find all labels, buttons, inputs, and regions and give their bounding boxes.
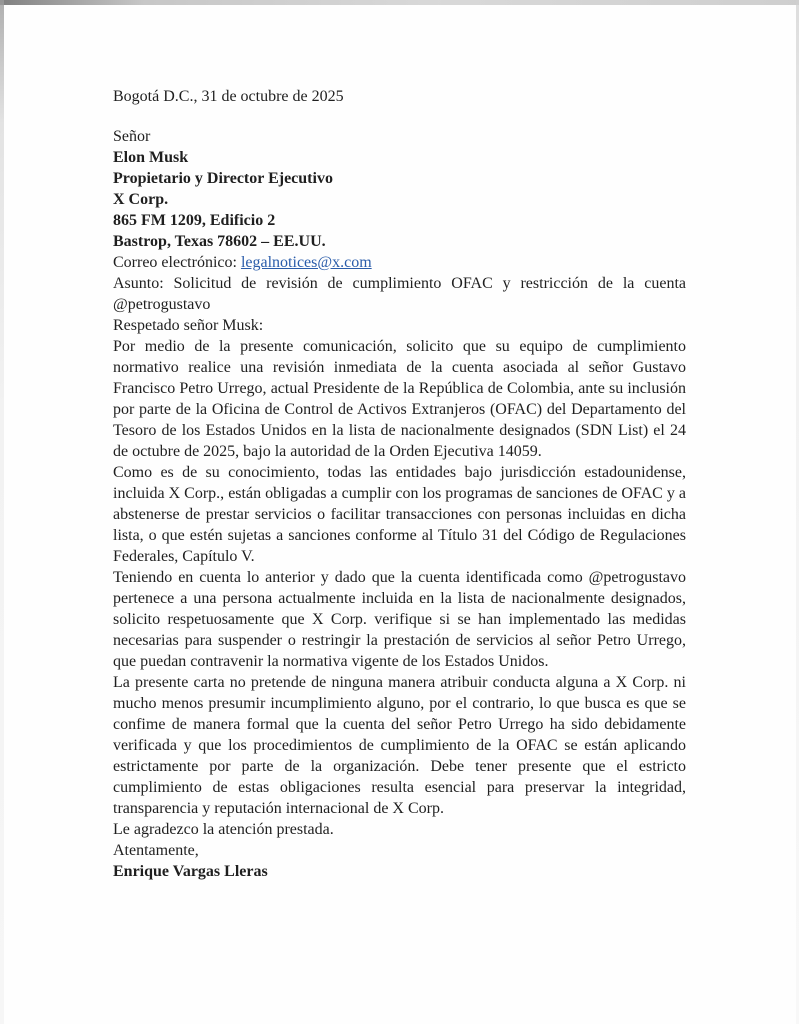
recipient-address-line1: 865 FM 1209, Edificio 2: [113, 212, 276, 229]
closing-salutation: Atentamente,: [113, 842, 199, 859]
recipient-address-line2: Bastrop, Texas 78602 – EE.UU.: [113, 233, 326, 250]
email-label: Correo electrónico:: [113, 254, 241, 271]
scan-edge-left: [0, 0, 4, 1024]
greeting: Respetado señor Musk:: [113, 317, 264, 334]
body-paragraph-4: La presente carta no pretende de ninguna manera atribuir conducta alguna a X Corp. ni mucho menos presumir incumplimiento alguno, por el contrario, lo que busca es que se confime de manera formal que la cuenta del señor Petro Urrego ha sido debidamente verificada y que los procedimientos de cumplimiento de la OFAC se están aplicando estrictamente por parte de la organización. Debe tener presente que el estricto cumplimiento de estas obligaciones resulta esencial para preservar la integridad, transparencia y reputación internacional de X Corp.: [113, 674, 686, 817]
letter-date: Bogotá D.C., 31 de octubre de 2025: [113, 88, 344, 105]
recipient-name: Elon Musk: [113, 149, 189, 166]
letter-content: [113, 86, 686, 882]
recipient-title: Propietario y Director Ejecutivo: [113, 170, 333, 187]
recipient-email-line: [113, 252, 686, 273]
subject-line: Asunto: Solicitud de revisión de cumplimiento OFAC y restricción de la cuenta @petrogustavo: [113, 275, 686, 313]
signature-name: Enrique Vargas Lleras: [113, 863, 268, 880]
scan-edge-top: [0, 0, 799, 5]
recipient-salutation: Señor: [113, 128, 151, 145]
body-paragraph-3: Teniendo en cuenta lo anterior y dado que la cuenta identificada como @petrogustavo pertenece a una persona actualmente incluida en la lista de nacionalmente designados, solicito respetuosamente que X Corp. verifique si se han implementado las medidas necesarias para suspender o restringir la prestación de servicios al señor Petro Urrego, que puedan contravenir la normativa vigente de los Estados Unidos.: [113, 569, 686, 670]
closing-thanks: Le agradezco la atención prestada.: [113, 821, 334, 838]
recipient-company: X Corp.: [113, 191, 169, 208]
recipient-block: [113, 126, 686, 273]
body-paragraph-2: Como es de su conocimiento, todas las entidades bajo jurisdicción estadounidense, incluida X Corp., están obligadas a cumplir con los programas de sanciones de OFAC y a abstenerse de prestar servicios o facilitar transacciones con personas incluidas en dicha lista, o que estén sujetas a sanciones conforme al Título 31 del Código de Regulaciones Federales, Capítulo V.: [113, 464, 686, 565]
email-link[interactable]: legalnotices@x.com: [240, 254, 372, 271]
body-paragraph-1: Por medio de la presente comunicación, solicito que su equipo de cumplimiento normativo realice una revisión inmediata de la cuenta asociada al señor Gustavo Francisco Petro Urrego, actual Presidente de la República de Colombia, ante su inclusión por parte de la Oficina de Control de Activos Extranjeros (OFAC) del Departamento del Tesoro de los Estados Unidos en la lista de nacionalmente designados (SDN List) el 24 de octubre de 2025, bajo la autoridad de la Orden Ejecutiva 14059.: [113, 338, 686, 460]
